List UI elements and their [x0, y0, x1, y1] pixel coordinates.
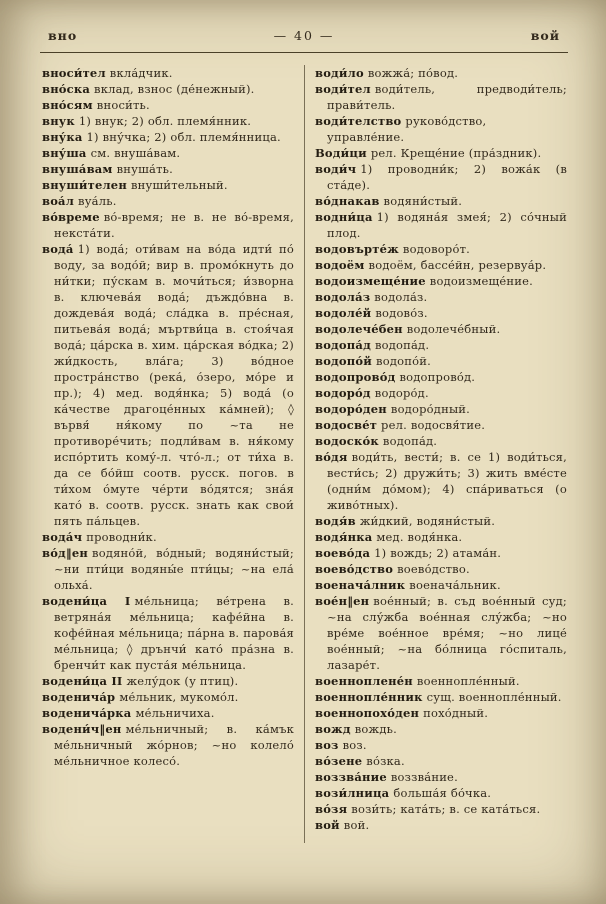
dictionary-entry	[315, 305, 567, 321]
entry-headword: воево́дство	[315, 562, 394, 576]
entry-definition: рел. Креще́ние (пра́здник).	[370, 146, 542, 160]
entry-definition: водопа́д.	[382, 434, 438, 448]
entry-definition: ме́льник, мукомо́л.	[119, 690, 239, 704]
page-number: — 40 —	[273, 28, 335, 43]
entry-definition: рел. водосвя́тие.	[381, 418, 486, 432]
dictionary-entry	[315, 737, 567, 753]
entry-definition: 1) вну́чка; 2) обл. племя́нница.	[86, 130, 281, 144]
entry-headword: во́зя	[315, 802, 348, 816]
entry-headword: во́д‖ен	[42, 546, 89, 560]
dictionary-entry	[315, 65, 567, 81]
entry-definition: больша́я бо́чка.	[393, 786, 492, 800]
dictionary-entry	[315, 321, 567, 337]
entry-headword: води́ч	[315, 162, 357, 176]
header-rule	[40, 52, 568, 53]
entry-headword: водопа́д	[315, 338, 371, 352]
dictionary-entry	[315, 113, 567, 145]
dictionary-entry	[315, 753, 567, 769]
dictionary-entry	[315, 769, 567, 785]
entry-headword: военача́лник	[315, 578, 406, 592]
dictionary-entry	[315, 385, 567, 401]
dictionary-entry	[315, 513, 567, 529]
entry-headword: военнопохо́ден	[315, 706, 420, 720]
entry-definition: 1) вождь; 2) атама́н.	[374, 546, 502, 560]
entry-headword: водолече́бен	[315, 322, 403, 336]
dictionary-entry	[315, 353, 567, 369]
dictionary-entry	[315, 593, 567, 673]
entry-definition: вое́нный; в. съд вое́нный суд; ~на слу́жба вое́нная слу́жба; ~но вре́ме вое́нное вре́мя; ~но лице́ вое́нный; ~на бо́лница го́спиталь, лазаре́т.	[327, 594, 567, 672]
entry-headword: вну́ша	[42, 146, 87, 160]
entry-definition: водопа́д.	[374, 338, 430, 352]
dictionary-entry	[315, 577, 567, 593]
entry-definition: водоро́д.	[374, 386, 429, 400]
dictionary-entry	[315, 81, 567, 113]
entry-headword: водени́ца I	[42, 594, 131, 608]
dictionary-entry	[315, 193, 567, 209]
guide-word-right: вой	[530, 28, 560, 43]
dictionary-entry	[315, 369, 567, 385]
entry-definition: вой.	[343, 818, 370, 832]
entry-headword: водоско́к	[315, 434, 379, 448]
dictionary-entry	[42, 545, 294, 593]
entry-headword: вода́	[42, 242, 74, 256]
entry-headword: вое́н‖ен	[315, 594, 370, 608]
dictionary-entry	[315, 705, 567, 721]
entry-headword: водопрово́д	[315, 370, 396, 384]
dictionary-entry	[42, 689, 294, 705]
dictionary-entry	[315, 529, 567, 545]
dictionary-entry	[42, 673, 294, 689]
entry-definition: руково́дство, управле́ние.	[327, 114, 487, 144]
entry-headword: военноплене́н	[315, 674, 413, 688]
entry-headword: во́време	[42, 210, 100, 224]
entry-headword: водоём	[315, 258, 365, 272]
entry-definition: сущ. военнопле́нный.	[426, 690, 562, 704]
entry-definition: водоизмеще́ние.	[429, 274, 533, 288]
entry-definition: желу́док (у птиц).	[126, 674, 239, 688]
dictionary-entry	[315, 337, 567, 353]
entry-headword: водовърте́ж	[315, 242, 399, 256]
dictionary-entry	[315, 673, 567, 689]
entry-definition: жи́дкий, водяни́стый.	[359, 514, 496, 528]
dictionary-entry	[315, 545, 567, 561]
dictionary-entry	[42, 81, 294, 97]
dictionary-entry	[315, 449, 567, 513]
entry-headword: вой	[315, 818, 340, 832]
entry-headword: вози́лница	[315, 786, 390, 800]
guide-word-left: вно	[48, 28, 78, 43]
entry-headword: водни́ца	[315, 210, 373, 224]
entry-headword: водоизмеще́ние	[315, 274, 426, 288]
entry-headword: воа́л	[42, 194, 75, 208]
entry-definition: водопо́й.	[376, 354, 431, 368]
entry-headword: вно́ска	[42, 82, 91, 96]
entry-definition: ме́льничиха.	[135, 706, 215, 720]
entry-headword: воденича́р	[42, 690, 116, 704]
dictionary-entry	[42, 529, 294, 545]
entry-headword: во́днакав	[315, 194, 380, 208]
entry-headword: воденича́рка	[42, 706, 132, 720]
dictionary-entry	[315, 145, 567, 161]
entry-definition: мед. водя́нка.	[376, 530, 463, 544]
entry-headword: военнопле́нник	[315, 690, 423, 704]
column-divider	[304, 65, 305, 843]
entry-definition: водола́з.	[374, 290, 428, 304]
dictionary-entry	[315, 801, 567, 817]
dictionary-entry	[42, 97, 294, 113]
entry-definition: воз.	[342, 738, 367, 752]
entry-definition: водоём, бассе́йн, резервуа́р.	[368, 258, 547, 272]
entry-definition: водяно́й, во́дный; водяни́стый; ~ни пти́ци водяны́е пти́цы; ~на ела́ ольха́.	[54, 546, 294, 592]
entry-headword: водени́ч‖ен	[42, 722, 122, 736]
entry-definition: воззва́ние.	[390, 770, 458, 784]
dictionary-entry	[42, 145, 294, 161]
dictionary-entry	[315, 721, 567, 737]
dictionary-entry	[42, 65, 294, 81]
dictionary-entry	[42, 129, 294, 145]
entry-headword: вожд	[315, 722, 351, 736]
dictionary-entry	[42, 161, 294, 177]
entry-definition: вноси́ть.	[96, 98, 150, 112]
entry-definition: воево́дство.	[397, 562, 470, 576]
dictionary-entry	[315, 273, 567, 289]
entry-headword: водени́ца II	[42, 674, 123, 688]
entry-definition: во́зка.	[366, 754, 405, 768]
entry-definition: 1) внук; 2) обл. племя́нник.	[78, 114, 252, 128]
dictionary-entry	[42, 241, 294, 529]
entry-definition: водяни́стый.	[383, 194, 463, 208]
dictionary-entry	[315, 401, 567, 417]
dictionary-entry	[315, 785, 567, 801]
entry-headword: внук	[42, 114, 75, 128]
entry-definition: вози́ть; ката́ть; в. се ката́ться.	[351, 802, 541, 816]
entry-definition: военача́льник.	[409, 578, 501, 592]
entry-definition: ме́льничный; в. ка́мък ме́льничный жо́рнов; ~но колело́ ме́льничное колесо́.	[54, 722, 294, 768]
entry-definition: внуша́ть.	[116, 162, 173, 176]
entry-headword: води́тел	[315, 82, 371, 96]
entry-definition: во́-время; не в. не во́-время, некста́ти.	[54, 210, 294, 240]
dictionary-entry	[315, 241, 567, 257]
entry-headword: водосве́т	[315, 418, 378, 432]
entry-definition: води́тель, предводи́тель; прави́тель.	[327, 82, 567, 112]
entry-definition: см. внуша́вам.	[90, 146, 181, 160]
entry-headword: во́зене	[315, 754, 363, 768]
entry-definition: внуши́тельный.	[130, 178, 228, 192]
entry-definition: вождь.	[354, 722, 397, 736]
entry-headword: воз	[315, 738, 339, 752]
dictionary-entry	[42, 721, 294, 769]
dictionary-entry	[315, 161, 567, 193]
entry-headword: вну́ка	[42, 130, 83, 144]
dictionary-entry	[315, 417, 567, 433]
dictionary-entry	[42, 705, 294, 721]
entry-definition: водоворо́т.	[402, 242, 471, 256]
entry-headword: водоро́ден	[315, 402, 387, 416]
entry-headword: водола́з	[315, 290, 371, 304]
dictionary-entry	[315, 561, 567, 577]
dictionary-entry	[315, 689, 567, 705]
entry-definition: водово́з.	[375, 306, 428, 320]
entry-definition: военнопле́нный.	[416, 674, 520, 688]
entry-headword: вода́ч	[42, 530, 83, 544]
entry-headword: воево́да	[315, 546, 371, 560]
entry-headword: водя́нка	[315, 530, 373, 544]
entry-definition: водолече́бный.	[406, 322, 501, 336]
entry-definition: вуа́ль.	[78, 194, 117, 208]
entry-headword: воззва́ние	[315, 770, 387, 784]
entry-headword: води́телство	[315, 114, 402, 128]
entry-headword: водоро́д	[315, 386, 371, 400]
column-left	[42, 65, 294, 857]
entry-headword: водопо́й	[315, 354, 373, 368]
entry-definition: води́ть, вести́; в. се 1) води́ться, вести́сь; 2) дружи́ть; 3) жить вме́сте (одни́м до́мом); 4) спа́риваться (о живо́тных).	[327, 450, 567, 512]
entry-headword: во́дя	[315, 450, 348, 464]
dictionary-entry	[42, 113, 294, 129]
columns	[0, 63, 606, 857]
dictionary-entry	[315, 257, 567, 273]
dictionary-entry	[315, 209, 567, 241]
entry-headword: Води́ци	[315, 146, 367, 160]
entry-definition: вожжа́; по́вод.	[367, 66, 459, 80]
dictionary-entry	[315, 289, 567, 305]
entry-headword: внуша́вам	[42, 162, 113, 176]
entry-definition: водопрово́д.	[399, 370, 476, 384]
entry-definition: 1) проводни́к; 2) вожа́к (в ста́де).	[327, 162, 567, 192]
entry-definition: похо́дный.	[423, 706, 489, 720]
entry-headword: води́ло	[315, 66, 364, 80]
dictionary-entry	[315, 817, 567, 833]
dictionary-entry	[42, 193, 294, 209]
column-right	[315, 65, 567, 857]
dictionary-entry	[42, 209, 294, 241]
page-header	[0, 0, 606, 47]
entry-definition: вкла́дчик.	[109, 66, 173, 80]
entry-headword: вно́сям	[42, 98, 93, 112]
entry-definition: водоро́дный.	[390, 402, 471, 416]
dictionary-entry	[42, 177, 294, 193]
dictionary-entry	[42, 593, 294, 673]
entry-definition: проводни́к.	[86, 530, 157, 544]
entry-headword: водя́в	[315, 514, 356, 528]
entry-headword: водоле́й	[315, 306, 372, 320]
entry-definition: вклад, взнос (де́нежный).	[94, 82, 255, 96]
entry-headword: вноси́тел	[42, 66, 106, 80]
entry-definition: 1) водяна́я змея́; 2) со́чный плод.	[327, 210, 567, 240]
entry-definition: 1) вода́; оти́вам на во́да идти́ по́ воду, за водо́й; вир в. промо́кнуть до ни́тки; пу́скам в. мочи́ться; и́зворна в. ключева́я вода́; дъждо́вна в. дождева́я вода́; сла́дка в. пре́сная, питьева́я вода́; мъртви́ца в. стоя́чая вода́; ца́рска в. хим. ца́рская во́дка; 2) жи́дкость, вла́га; 3) во́дное простра́нство (река́, о́зеро, мо́ре и пр.); 4) мед. водя́нка; 5) вода́ (о ка́честве драгоце́нных ка́мней); ◊ вървя́ ня́кому по ~та не противоре́чить; подли́вам в. ня́кому испо́ртить кому́-л. что́-л.; от ти́ха в. да се бо́йш соотв. русск. погов. в ти́хом о́муте че́рти во́дятся; зна́я като́ в. соотв. русск. знать как свои́ пять па́льцев.	[54, 242, 294, 528]
entry-definition: ме́льница; ве́трена в. ветряна́я ме́льница; кафе́йна в. кофе́йная ме́льница; па́рна в. парова́я ме́льница; ◊ дрънчи́ като́ пра́зна в. бренчи́т как пуста́я ме́льница.	[54, 594, 295, 672]
dictionary-entry	[315, 433, 567, 449]
entry-headword: внуши́телен	[42, 178, 127, 192]
